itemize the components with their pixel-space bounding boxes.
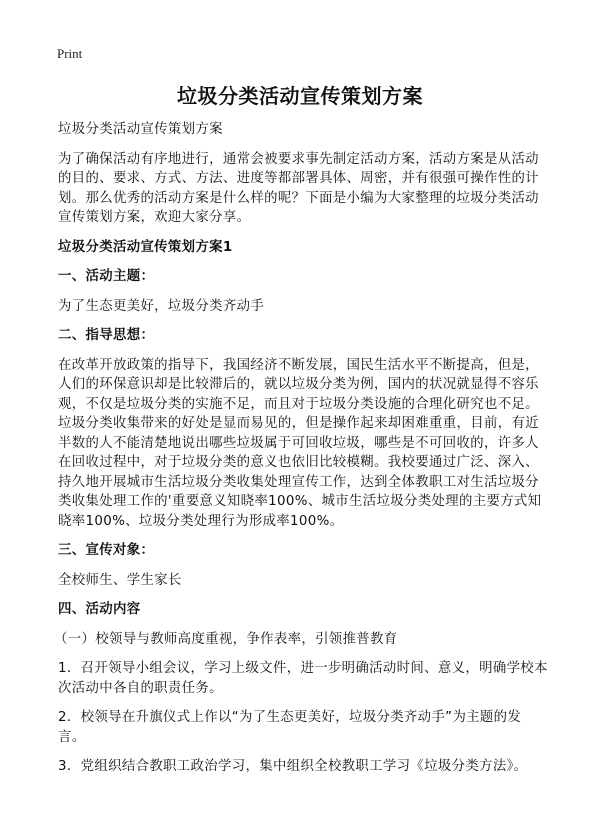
list-item: 2．校领导在升旗仪式上作以“为了生态更美好，垃圾分类齐动手”为主题的发言。 — [58, 710, 522, 745]
subtitle: 垃圾分类活动宣传策划方案 — [58, 122, 223, 137]
print-link[interactable]: Print — [57, 46, 83, 61]
section-heading: 垃圾分类活动宣传策划方案1 — [58, 239, 233, 255]
intro-paragraph: 为了确保活动有序地进行，通常会被要求事先制定活动方案，活动方案是从活动的目的、要求、方式、方法、进度等都部署具体、周密，并有很强可操作性的计划。那么优秀的活动方案是什么样的呢？下面是小编为大家整理的垃圾分类活动宣传策划方案，欢迎大家分享。 — [58, 151, 539, 225]
guide-heading: 二、指导思想： — [58, 328, 155, 343]
list-item: 3．党组织结合教职工政治学习，集中组织全校教职工学习《垃圾分类方法》。 — [58, 759, 528, 774]
document-body — [54, 120, 548, 787]
theme-heading: 一、活动主题： — [58, 269, 155, 284]
target-heading: 三、宣传对象： — [58, 543, 155, 558]
content-heading: 四、活动内容 — [58, 602, 141, 617]
theme-text: 为了生态更美好，垃圾分类齐动手 — [58, 298, 265, 314]
page-title: 垃圾分类活动宣传策划方案 — [177, 84, 423, 108]
guide-text: 在改革开放政策的指导下，我国经济不断发展，国民生活水平不断提高，但是，人们的环保意识却是比较滞后的，就以垃圾分类为例，国内的状况就显得不容乐观，不仅是垃圾分类的实施不足，而且对于垃圾分类设施的合理化研究也不足。垃圾分类收集带来的好处是显而易见的，但是操作起来却困难重重，目前，有近半数的人不能清楚地说出哪些垃圾属于可回收垃圾，哪些是不可回收的，许多人在回收过程中，对于垃圾分类的意义也依旧比较模糊。我校要通过广泛、深入、持久地开展城市生活垃圾分类收集处理宣传工作，达到全体教职工对生活垃圾分类收集处理工作的'重要意义知晓率100%、城市生活垃圾分类处理的主要方式知晓率100%、垃圾分类处理行为形成率100%。 — [58, 357, 542, 529]
list-item: 1．召开领导小组会议，学习上级文件，进一步明确活动时间、意义，明确学校本次活动中各自的职责任务。 — [58, 661, 548, 696]
content-subheading: （一）校领导与教师高度重视，争作表率，引领推普教育 — [54, 631, 398, 647]
target-text: 全校师生、学生家长 — [58, 572, 182, 588]
